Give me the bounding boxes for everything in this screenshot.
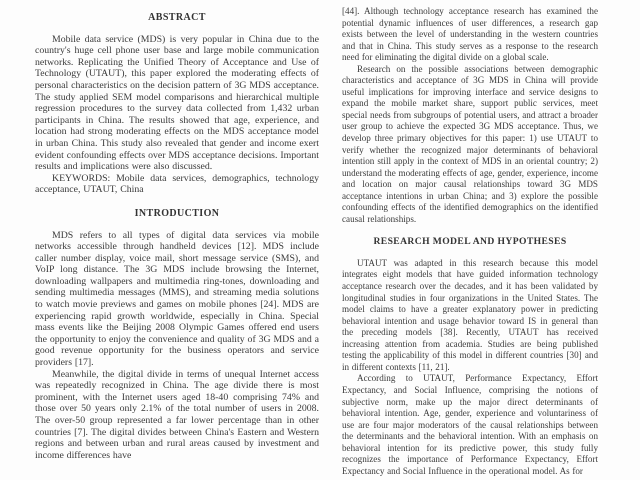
introduction-heading: INTRODUCTION — [134, 207, 220, 219]
abstract-heading: ABSTRACT — [148, 12, 206, 23]
keywords-paragraph: KEYWORDS: Mobile data services, demographics, technology acceptance, UTAUT, China — [35, 172, 319, 196]
right-column — [342, 6, 598, 477]
objectives-paragraph: Research on the possible associations between demographic characteristics and acceptance of 3G MDS in China will provide useful implications for improving interface and service designs to expand the mobile market share, support public services, meet special needs from subgroups of potential users, and attract a broader user group to achieve the expected 3G MDS acceptance. Thus, we develop three primary objectives for this paper: 1) use UTAUT to verify whether the recognized major determinants of behavioral intention still apply in the context of MDS in an oriental country; 2) understand the moderating effects of age, gender, experience, income and location on major causal relationships toward 3G MDS acceptance intentions in urban China; and 3) explore the possible confounding effects of the identified demographics on the identified causal relationships. — [342, 63, 598, 224]
left-column — [35, 8, 319, 461]
intro-paragraph-2: Meanwhile, the digital divide in terms of unequal Internet access was repeatedly recognized in China. The age divide there is most prominent, with the Internet users aged 18-40 comprising 74% and those over 50 years only 2.1% of the total number of users in 2008. The over-50 group represented a far lower percentage than in other countries [7]. The digital divides between China's Eastern and Western regions and between urban and rural areas caused by investment and income differences have — [35, 368, 319, 461]
research-model-heading: RESEARCH MODEL AND HYPOTHESES — [373, 236, 567, 248]
continued-paragraph: [44]. Although technology acceptance research has examined the potential dynamic influences of user differences, a research gap exists between the level of understanding in the western countries and that in China. This study serves as a response to the research need for eliminating the digital divide on a global scale. — [342, 6, 598, 63]
determinants-paragraph: According to UTAUT, Performance Expectancy, Effort Expectancy, and Social Influence, comprising the notions of subjective norm, make up the major direct determinants of behavioral intention. Age, gender, experience and voluntariness of use are four major moderators of the causal relationships between the determinants and the behavioral intention. With an emphasis on behavioral intention for its predictive power, this study fully recognizes the importance of Performance Expectancy, Effort Expectancy and Social Influence in the operational model. As for — [342, 373, 598, 476]
utaut-adaptation-paragraph: UTAUT was adapted in this research because this model integrates eight models that have guided information technology acceptance research over the decades, and it has been validated by longitudinal studies in four organizations in the United States. The model claims to have a greater explanatory power in predicting behavioral intention and usage behavior toward IS in general than the preceding models [38]. Recently, UTAUT has received increasing attention from academia. Studies are being published testing the applicability of this model in different countries [30] and in different contexts [11, 21]. — [342, 257, 598, 372]
abstract-paragraph: Mobile data service (MDS) is very popular in China due to the country's huge cell phone user base and large mobile communication networks. Replicating the Unified Theory of Acceptance and Use of Technology (UTAUT), this paper explored the moderating effects of personal characteristics on the decision pattern of 3G MDS acceptance. The study applied SEM model comparisons and hierarchical multiple regression procedures to the survey data collected from 1,432 urban participants in China. The results showed that age, experience, and location had strong moderating effects on the MDS acceptance model in urban China. This study also revealed that gender and income exert evident confounding effects over MDS acceptance decisions. Important results and implications were also discussed. — [35, 33, 319, 173]
intro-paragraph-1: MDS refers to all types of digital data services via mobile networks accessible through handheld devices [12]. MDS include caller number display, voice mail, short message service (SMS), and VoIP long distance. The 3G MDS include browsing the Internet, downloading wallpapers and multimedia ring-tones, downloading and sending multimedia messages (MMS), and streaming media solutions to watch movie previews and games on mobile phones [24]. MDS are experiencing rapid growth worldwide, especially in China. Special mass events like the Beijing 2008 Olympic Games offered end users the opportunity to enjoy the convenience and quality of 3G MDS and a good revenue opportunity for the business operators and service providers [17]. — [35, 229, 319, 369]
